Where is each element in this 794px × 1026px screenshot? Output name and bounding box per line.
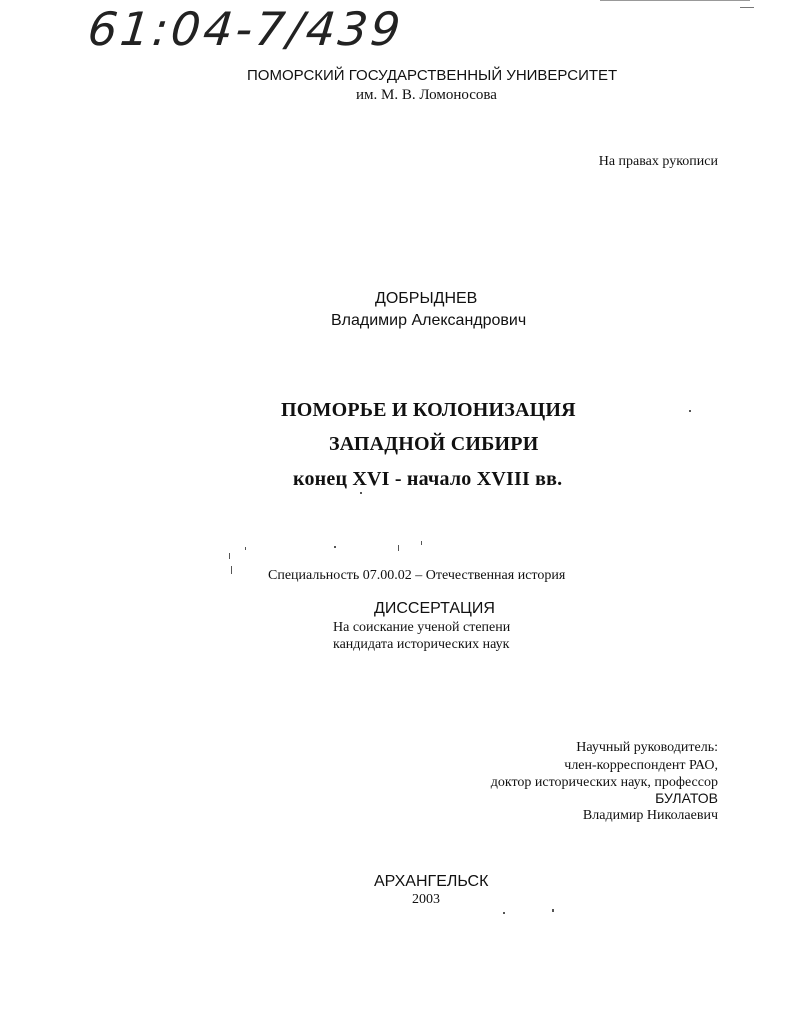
- scan-speck: [689, 410, 691, 412]
- scan-edge-line: [600, 0, 750, 1]
- advisor-heading: Научный руководитель:: [576, 740, 718, 755]
- advisor-surname: БУЛАТОВ: [655, 790, 718, 806]
- advisor-given-names: Владимир Николаевич: [582, 808, 718, 823]
- thesis-title-line-2: ЗАПАДНОЙ СИБИРИ: [329, 433, 539, 455]
- scan-speck: [398, 545, 399, 551]
- specialty-line: Специальность 07.00.02 – Отечественная история: [268, 568, 566, 583]
- university-named-after: им. М. В. Ломоносова: [356, 87, 497, 103]
- scan-speck: [245, 547, 246, 550]
- university-name: ПОМОРСКИЙ ГОСУДАРСТВЕННЫЙ УНИВЕРСИТЕТ: [247, 67, 618, 84]
- advisor-title-2: доктор исторических наук, профессор: [490, 775, 718, 790]
- thesis-period: конец XVI - начало XVIII вв.: [293, 468, 563, 490]
- scan-speck: [421, 541, 422, 545]
- degree-line-1: На соискание ученой степени: [333, 620, 511, 635]
- handwritten-catalog-number: 61:04-7/439: [85, 2, 406, 56]
- degree-line-2: кандидата исторических наук: [333, 637, 510, 652]
- author-given-names: Владимир Александрович: [331, 312, 527, 329]
- advisor-title-1: член-корреспондент РАО,: [564, 758, 718, 773]
- scan-edge-mark: [740, 7, 754, 8]
- scan-speck: [231, 566, 232, 574]
- scan-speck: [334, 546, 336, 548]
- city: АРХАНГЕЛЬСК: [374, 873, 489, 890]
- manuscript-rights-note: На правах рукописи: [598, 154, 718, 169]
- scan-speck: [503, 912, 505, 914]
- scan-speck: [552, 909, 554, 912]
- scan-speck: [360, 492, 362, 494]
- scan-speck: [229, 553, 230, 559]
- year: 2003: [412, 892, 440, 907]
- dissertation-label: ДИССЕРТАЦИЯ: [374, 600, 495, 617]
- author-surname: ДОБРЫДНЕВ: [375, 290, 478, 307]
- thesis-title-line-1: ПОМОРЬЕ И КОЛОНИЗАЦИЯ: [281, 399, 576, 421]
